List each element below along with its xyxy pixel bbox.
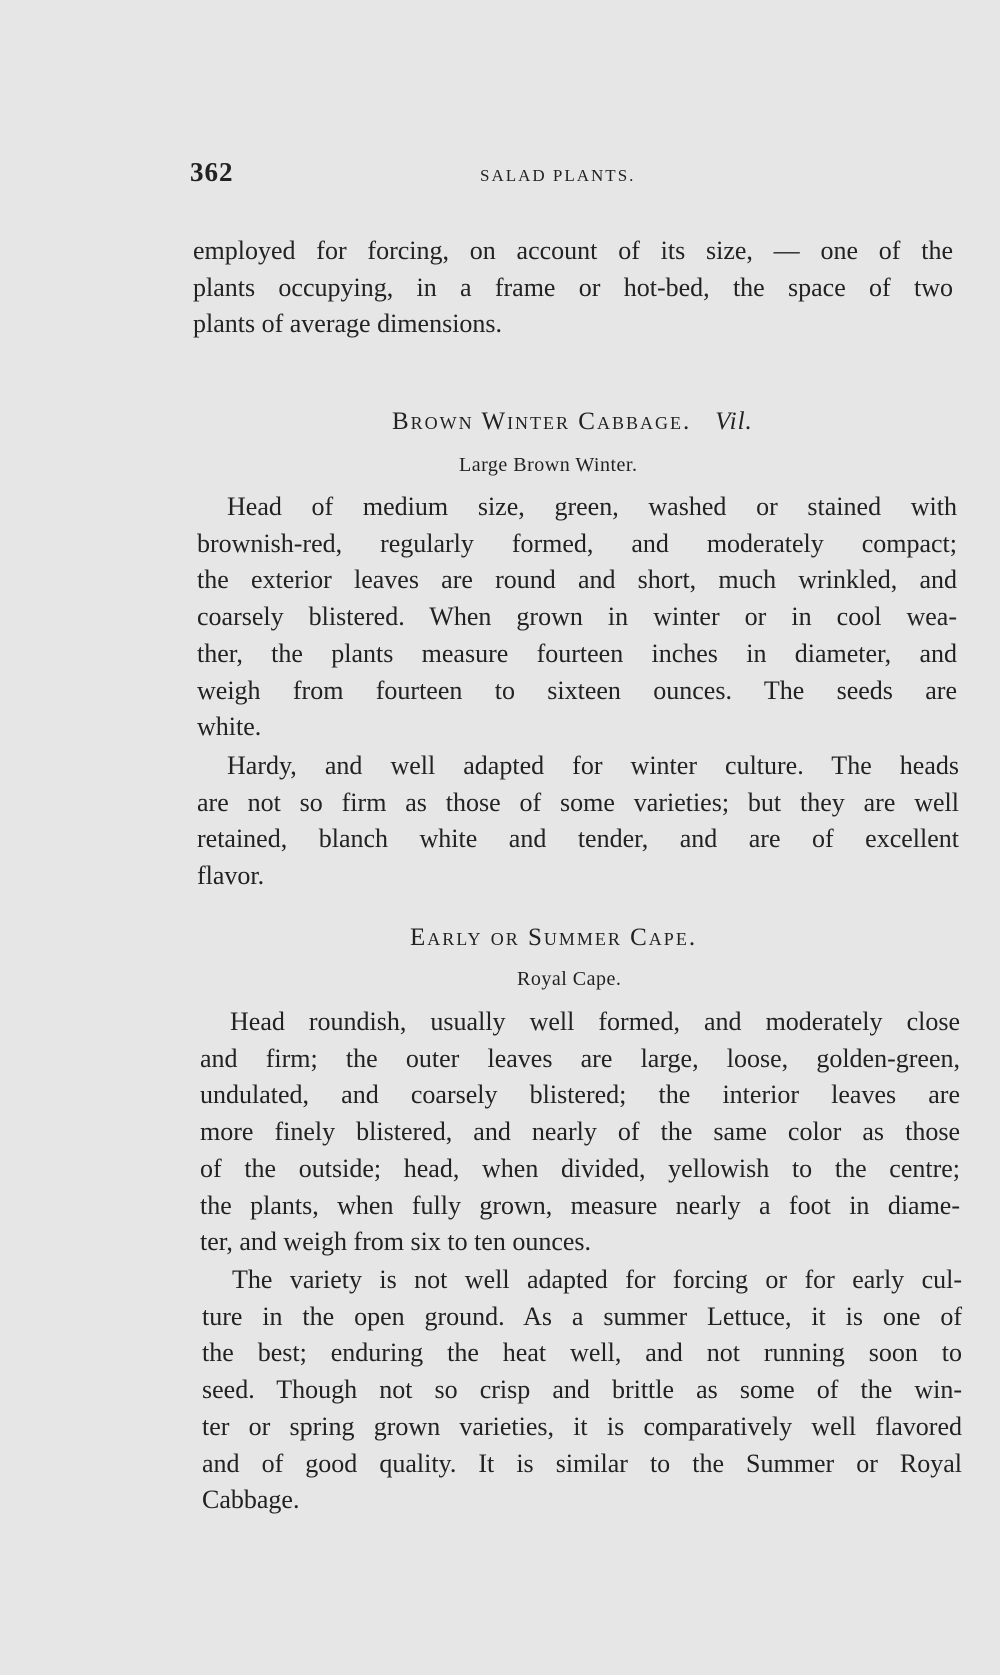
page-number: 362 xyxy=(190,157,234,187)
section-title: Brown Winter Cabbage. xyxy=(392,408,692,435)
section1-paragraph-1 xyxy=(197,489,957,746)
text-line: ther, the plants measure fourteen inches in diameter, and xyxy=(197,638,957,668)
text-line: The variety is not well adapted for forcing or for early cul- xyxy=(232,1265,962,1294)
running-head xyxy=(190,157,890,197)
text-line: Hardy, and well adapted for winter culture. The heads xyxy=(227,751,959,780)
section-synonym: Large Brown Winter. xyxy=(459,454,638,476)
text-line: white. xyxy=(197,712,262,742)
text-line: more finely blistered, and nearly of the same color as those xyxy=(200,1117,960,1147)
text-line: flavor. xyxy=(197,861,265,891)
text-line: Head roundish, usually well formed, and moderately close xyxy=(230,1007,960,1036)
intro-paragraph xyxy=(193,233,953,343)
text-line: the plants, when fully grown, measure nearly a foot in diame- xyxy=(200,1190,960,1220)
running-title: SALAD PLANTS. xyxy=(480,166,636,185)
section2-paragraph-1 xyxy=(200,1004,960,1261)
section1-paragraph-2 xyxy=(197,748,959,895)
text-line: and of good quality. It is similar to the Summer or Royal xyxy=(202,1448,962,1478)
text-line: seed. Though not so crisp and brittle as some of the win- xyxy=(202,1375,962,1405)
text-line: plants occupying, in a frame or hot-bed, the space of two xyxy=(193,272,953,302)
text-line: Head of medium size, green, washed or stained with xyxy=(227,492,957,521)
text-line: plants of average dimensions. xyxy=(193,309,503,339)
text-line: the best; enduring the heat well, and not running soon to xyxy=(202,1338,962,1368)
text-line: retained, blanch white and tender, and are of excellent xyxy=(197,824,959,854)
text-line: undulated, and coarsely blistered; the interior leaves are xyxy=(200,1080,960,1110)
text-line: of the outside; head, when divided, yellowish to the centre; xyxy=(200,1153,960,1183)
section2-paragraph-2 xyxy=(202,1262,962,1519)
text-line: are not so firm as those of some varieties; but they are well xyxy=(197,787,959,817)
authority-abbreviation: Vil. xyxy=(715,408,753,435)
text-line: the exterior leaves are round and short, much wrinkled, and xyxy=(197,565,957,595)
section-synonym: Royal Cape. xyxy=(517,968,622,990)
section-heading-brown-winter-cabbage xyxy=(392,408,753,436)
text-line: ter, and weigh from six to ten ounces. xyxy=(200,1227,592,1257)
text-line: brownish-red, regularly formed, and moderately compact; xyxy=(197,528,957,558)
section-heading-early-or-summer-cape xyxy=(410,924,697,952)
text-line: and firm; the outer leaves are large, loose, golden-green, xyxy=(200,1043,960,1073)
text-line: Cabbage. xyxy=(202,1485,300,1515)
text-line: ture in the open ground. As a summer Lettuce, it is one of xyxy=(202,1301,962,1331)
text-line: coarsely blistered. When grown in winter or in cool wea- xyxy=(197,602,957,632)
section-title: Early or Summer Cape. xyxy=(410,924,698,951)
text-line: weigh from fourteen to sixteen ounces. The seeds are xyxy=(197,675,957,705)
text-line: employed for forcing, on account of its size, — one of the xyxy=(193,236,953,265)
text-line: ter or spring grown varieties, it is comparatively well flavored xyxy=(202,1411,962,1441)
